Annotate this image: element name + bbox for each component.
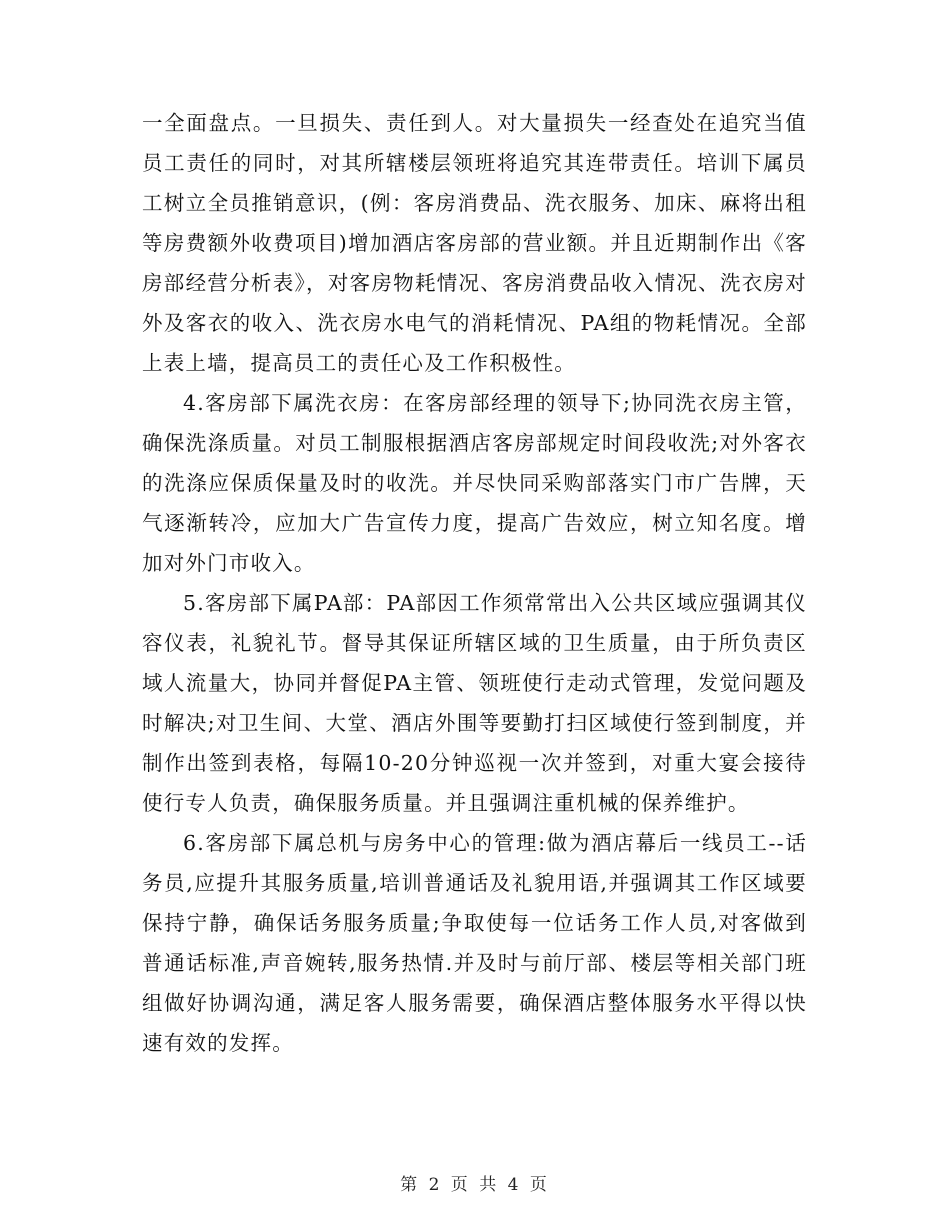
page-number-footer: 第 2 页 共 4 页 <box>400 1175 550 1195</box>
paragraph-continuation: 一全面盘点。一旦损失、责任到人。对大量损失一经查处在追究当值员工责任的同时，对其所辖楼层领班将追究其连带责任。培训下属员工树立全员推销意识，(例：客房消费品、洗衣服务、加床、麻将出租等房费额外收费项目)增加酒店客房部的营业额。并且近期制作出《客房部经营分析表》，对客房物耗情况、客房消费品收入情况、洗衣房对外及客衣的收入、洗衣房水电气的消耗情况、PA组的物耗情况。全部上表上墙，提高员工的责任心及工作积极性。 <box>142 111 807 375</box>
paragraph-switchboard: 6.客房部下属总机与房务中心的管理:做为酒店幕后一线员工--话务员,应提升其服务质量,培训普通话及礼貌用语,并强调其工作区域要保持宁静，确保话务服务质量;争取使每一位话务工作人员,对客做到普通话标准,声音婉转,服务热情.并及时与前厅部、楼层等相关部门班组做好协调沟通，满足客人服务需要，确保酒店整体服务水平得以快速有效的发挥。 <box>142 831 807 1055</box>
paragraph-laundry: 4.客房部下属洗衣房：在客房部经理的领导下;协同洗衣房主管，确保洗涤质量。对员工制服根据酒店客房部规定时间段收洗;对外客衣的洗涤应保质保量及时的收洗。并尽快同采购部落实门市广告牌，天气逐渐转冷，应加大广告宣传力度，提高广告效应，树立知名度。增加对外门市收入。 <box>142 391 807 575</box>
document-body <box>142 103 807 1063</box>
paragraph-pa-department: 5.客房部下属PA部：PA部因工作须常常出入公共区域应强调其仪容仪表，礼貌礼节。督导其保证所辖区域的卫生质量，由于所负责区域人流量大，协同并督促PA主管、领班使行走动式管理，发觉问题及时解决;对卫生间、大堂、酒店外围等要勤打扫区域使行签到制度，并制作出签到表格，每隔10-20分钟巡视一次并签到，对重大宴会接待使行专人负责，确保服务质量。并且强调注重机械的保养维护。 <box>142 591 807 815</box>
